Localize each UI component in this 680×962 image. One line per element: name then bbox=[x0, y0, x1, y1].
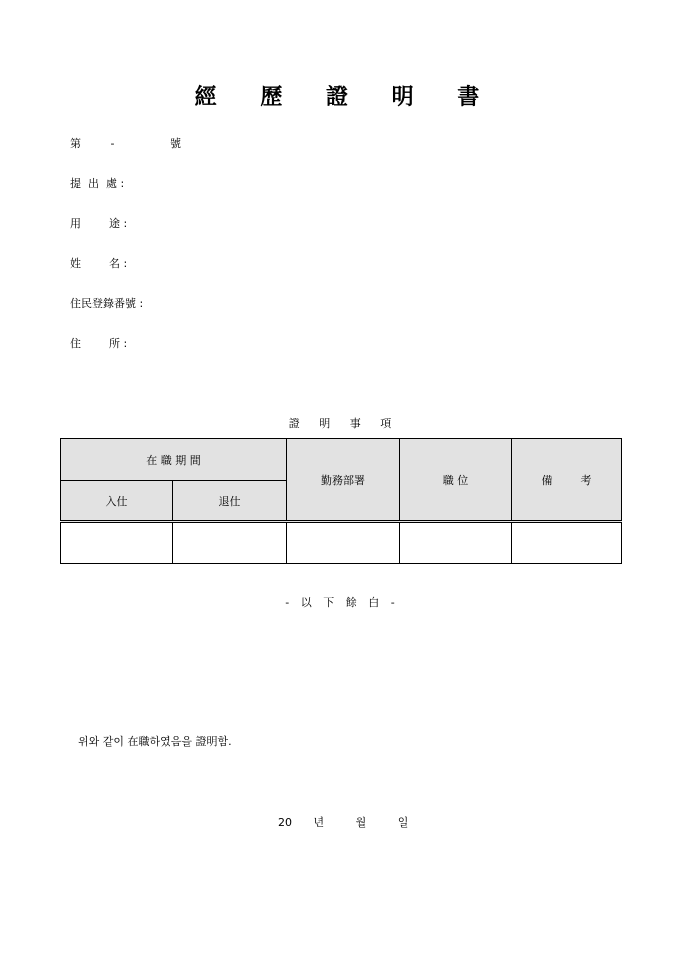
period-header: 在 職 期 間 bbox=[61, 439, 287, 481]
department-header: 勤務部署 bbox=[287, 439, 400, 522]
document-title: 經 歷 證 明 書 bbox=[194, 84, 498, 110]
remarks-header: 備 考 bbox=[512, 439, 622, 522]
resident-number-field bbox=[70, 296, 143, 312]
table-header-row bbox=[61, 439, 622, 481]
submit-to-field bbox=[70, 176, 124, 192]
name-label: 姓 名 : bbox=[70, 257, 128, 270]
address-field bbox=[70, 336, 127, 352]
date-day-unit: 일 bbox=[397, 816, 409, 829]
name-field bbox=[70, 256, 127, 272]
department-cell[interactable] bbox=[287, 522, 400, 564]
number-field bbox=[70, 136, 181, 152]
employment-table bbox=[60, 438, 622, 564]
table-row bbox=[61, 522, 622, 564]
remarks-cell[interactable] bbox=[512, 522, 622, 564]
position-header: 職 位 bbox=[400, 439, 512, 522]
issue-date bbox=[278, 814, 408, 830]
number-dash: - bbox=[110, 137, 115, 150]
position-cell[interactable] bbox=[400, 522, 512, 564]
number-label: 第 bbox=[70, 137, 81, 150]
certification-statement: 위와 같이 在職하였음을 證明함. bbox=[78, 735, 232, 748]
end-remark: - 以 下 餘 白 - bbox=[285, 596, 399, 609]
end-date-cell[interactable] bbox=[173, 522, 287, 564]
purpose-field bbox=[70, 216, 127, 232]
resident-number-label: 住民登錄番號 : bbox=[70, 297, 144, 310]
start-date-header: 入仕 bbox=[61, 481, 173, 522]
section-title: 證 明 事 項 bbox=[288, 417, 400, 430]
date-year-unit: 년 bbox=[313, 816, 325, 829]
number-suffix: 號 bbox=[169, 137, 181, 150]
date-year-prefix: 20 bbox=[278, 816, 292, 829]
submit-to-label: 提 出 處 : bbox=[70, 177, 125, 190]
date-month-unit: 월 bbox=[355, 816, 367, 829]
start-date-cell[interactable] bbox=[61, 522, 173, 564]
address-label: 住 所 : bbox=[70, 337, 128, 350]
end-date-header: 退仕 bbox=[173, 481, 287, 522]
purpose-label: 用 途 : bbox=[70, 217, 128, 230]
